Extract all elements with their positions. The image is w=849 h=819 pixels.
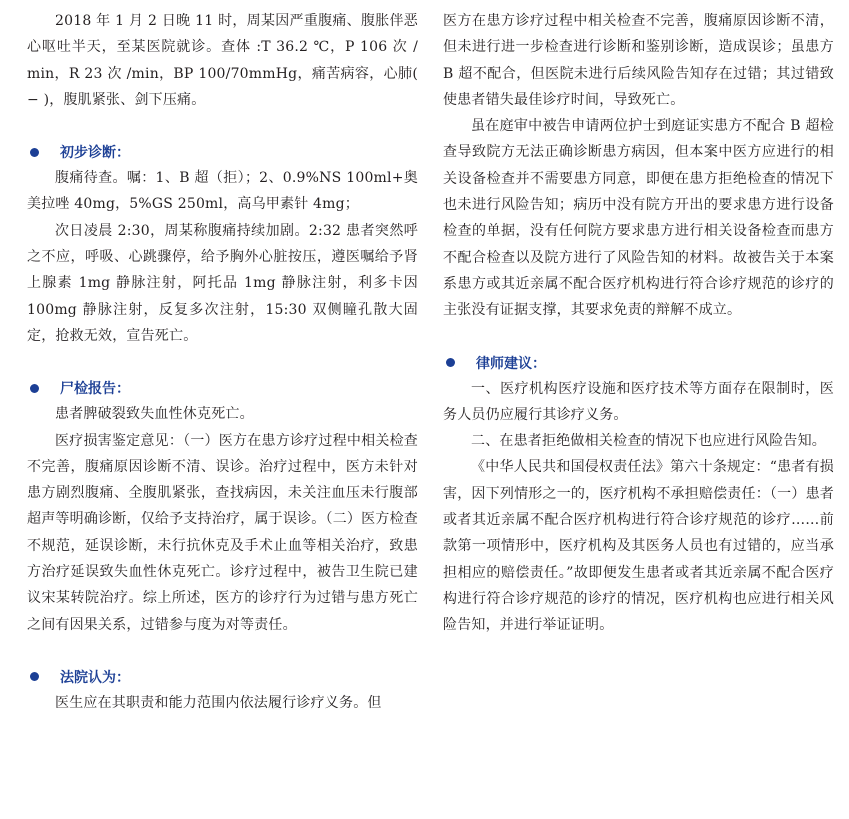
advice-paragraph-2: 二、在患者拒绝做相关检查的情况下也应进行风险告知。 (471, 433, 826, 450)
law-citation-paragraph: 《中华人民共和国侵权责任法》第六十条规定：“患者有损害，因下列情形之一的，医疗机构不承担赔偿责任：（一）患者或者其近亲属不配合医疗机构进行符合诊疗规范的诊疗……前款第一项情形中，医疗机构及其医务人员也有过错的，应当承担相应的赔偿责任。”故即便发生患者或者其近亲属不配合医疗构进行符合诊疗规范的诊疗的情况，医疗机构也应进行相关风险告知，并进行举证证明。 (443, 459, 834, 634)
court-paragraph: 医生应在其职责和能力范围内依法履行诊疗义务。但 (55, 694, 382, 711)
section-heading-autopsy-report (27, 375, 418, 401)
spacer (443, 324, 834, 350)
advice-paragraph-1: 一、医疗机构医疗设施和医疗技术等方面存在限制时，医务人员仍应履行其诊疗义务。 (443, 380, 834, 423)
bullet-icon (30, 384, 39, 393)
section-heading-initial-diagnosis (27, 139, 418, 165)
bullet-icon (446, 358, 455, 367)
section-heading-court-opinion (27, 664, 418, 690)
heading-label: 律师建议： (476, 355, 546, 372)
spacer (27, 638, 418, 664)
court-continued-paragraph: 医方在患方诊疗过程中相关检查不完善，腹痛原因诊断不清，但未进行进一步检查进行诊断和鉴别诊断，造成误诊；虽患方 B 超不配合，但医院未进行后续风险告知存在过错；其过错致使患者错失最佳诊疗时间，导致死亡。 (443, 13, 834, 108)
heading-label: 法院认为： (60, 669, 130, 686)
case-intro-paragraph: 2018 年 1 月 2 日晚 11 时，周某因严重腹痛、腹胀伴恶心呕吐半天，至某医院就诊。查体 :T 36.2 ℃，P 106 次 / min，R 23 次 /min，BP 100/70mmHg，痛苦病容，心肺( − )，腹肌紧张、剑下压痛。 (27, 13, 418, 108)
appraisal-paragraph: 医疗损害鉴定意见：（一）医方在患方诊疗过程中相关检查不完善，腹痛原因诊断不清、误诊。治疗过程中，医方未针对患方剧烈腹痛、全腹肌紧张，查找病因，未关注血压未行腹部超声等明确诊断，仅给予支持治疗，属于误诊。（二）医方检查不规范，延误诊断，未行抗休克及手术止血等相关治疗，致患方治疗延误致失血性休克死亡。诊疗过程中，被告卫生院已建议宋某转院治疗。综上所述，医方的诊疗行为过错与患方死亡之间有因果关系，过错参与度为对等责任。 (27, 432, 418, 633)
court-reasoning-paragraph: 虽在庭审中被告申请两位护士到庭证实患方不配合 B 超检查导致院方无法正确诊断患方病因，但本案中医方应进行的相关设备检查并不需要患方同意，即便在患方拒绝检查的情况下也未进行风险告知；病历中没有院方开出的要求患方进行设备检查的单据，没有任何院方要求患方进行相关设备检查而患方不配合检查以及院方进行了风险告知的材料。故被告关于本案系患方或其近亲属不配合医疗机构进行符合诊疗规范的诊疗的主张没有证据支撑，其要求免责的辩解不成立。 (443, 118, 834, 319)
spacer (27, 113, 418, 139)
bullet-icon (30, 148, 39, 157)
bullet-icon (30, 672, 39, 681)
heading-label: 尸检报告： (60, 381, 130, 398)
diagnosis-paragraph: 腹痛待查。嘱：1、B 超（拒）；2、0.9%NS 100ml+奥美拉唑 40mg，5%GS 250ml，高乌甲素针 4mg； (27, 170, 418, 213)
heading-label: 初步诊断： (60, 145, 130, 162)
spacer (27, 349, 418, 375)
left-column (27, 8, 418, 716)
right-column (443, 8, 834, 639)
treatment-paragraph: 次日凌晨 2:30，周某称腹痛持续加剧。2:32 患者突然呼之不应，呼吸、心跳骤停，给予胸外心脏按压，遵医嘱给予肾上腺素 1mg 静脉注射，阿托品 1mg 静脉注射，利多卡因 100mg 静脉注射，反复多次注射，15:30 双侧瞳孔散大固定，抢救无效，宣告死亡。 (27, 222, 418, 344)
section-heading-lawyer-advice (443, 350, 834, 376)
autopsy-paragraph: 患者脾破裂致失血性休克死亡。 (55, 406, 254, 423)
